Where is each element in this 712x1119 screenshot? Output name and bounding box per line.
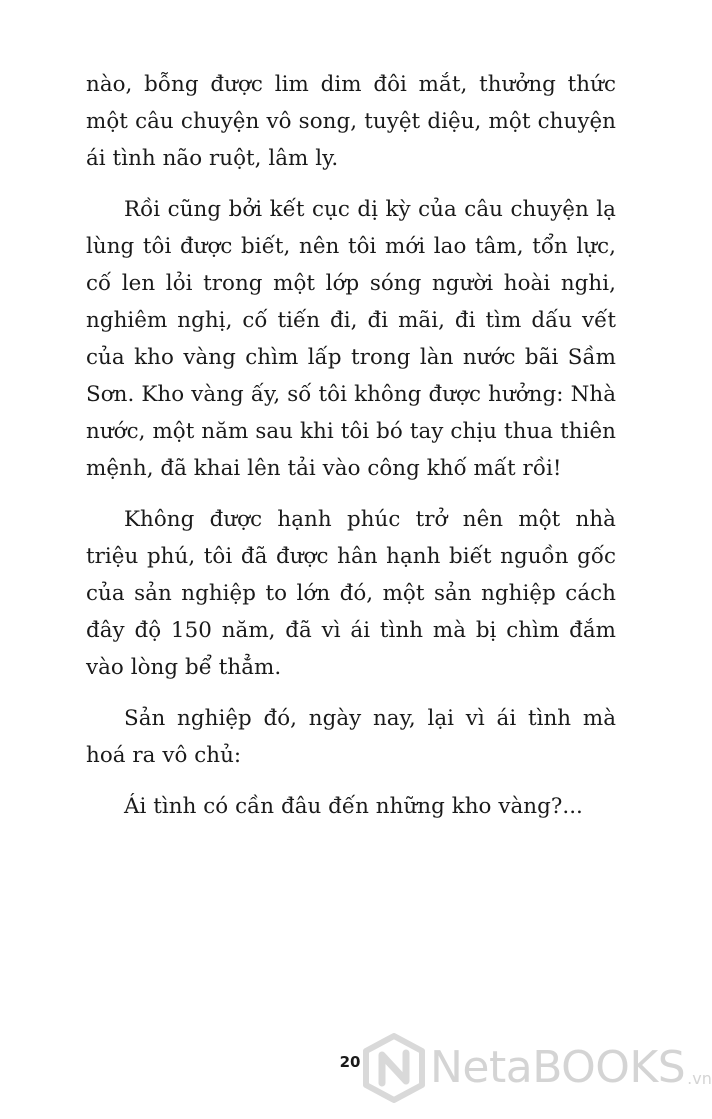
paragraph-5: Ái tình có cần đâu đến những kho vàng?... [124, 794, 583, 819]
watermark-suffix: .vn [687, 1069, 712, 1088]
body-text [86, 66, 616, 839]
paragraph-1: nào, bỗng được lim dim đôi mắt, thưởng thức một câu chuyện vô song, tuyệt diệu, một chuyện ái tình não ruột, lâm ly. [86, 72, 616, 171]
paragraph-4: Sản nghiệp đó, ngày nay, lại vì ái tình mà hoá ra vô chủ: [86, 706, 616, 768]
watermark [362, 1030, 712, 1106]
n-hexagon-logo-icon [362, 1033, 426, 1103]
watermark-text: NetaBOOKS [430, 1042, 686, 1093]
page-number: 20 [339, 1053, 361, 1071]
paragraph-3: Không được hạnh phúc trở nên một nhà triệu phú, tôi đã được hân hạnh biết nguồn gốc của sản nghiệp to lớn đó, một sản nghiệp cách đây độ 150 năm, đã vì ái tình mà bị chìm đắm vào lòng bể thẳm. [86, 507, 616, 680]
paragraph-2: Rồi cũng bởi kết cục dị kỳ của câu chuyện lạ lùng tôi được biết, nên tôi mới lao tâm, tổn lực, cố len lỏi trong một lớp sóng người hoài nghi, nghiêm nghị, cố tiến đi, đi mãi, đi tìm dấu vết của kho vàng chìm lấp trong làn nước bãi Sầm Sơn. Kho vàng ấy, số tôi không được hưởng: Nhà nước, một năm sau khi tôi bó tay chịu thua thiên mệnh, đã khai lên tải vào công khố mất rồi! [86, 197, 616, 481]
